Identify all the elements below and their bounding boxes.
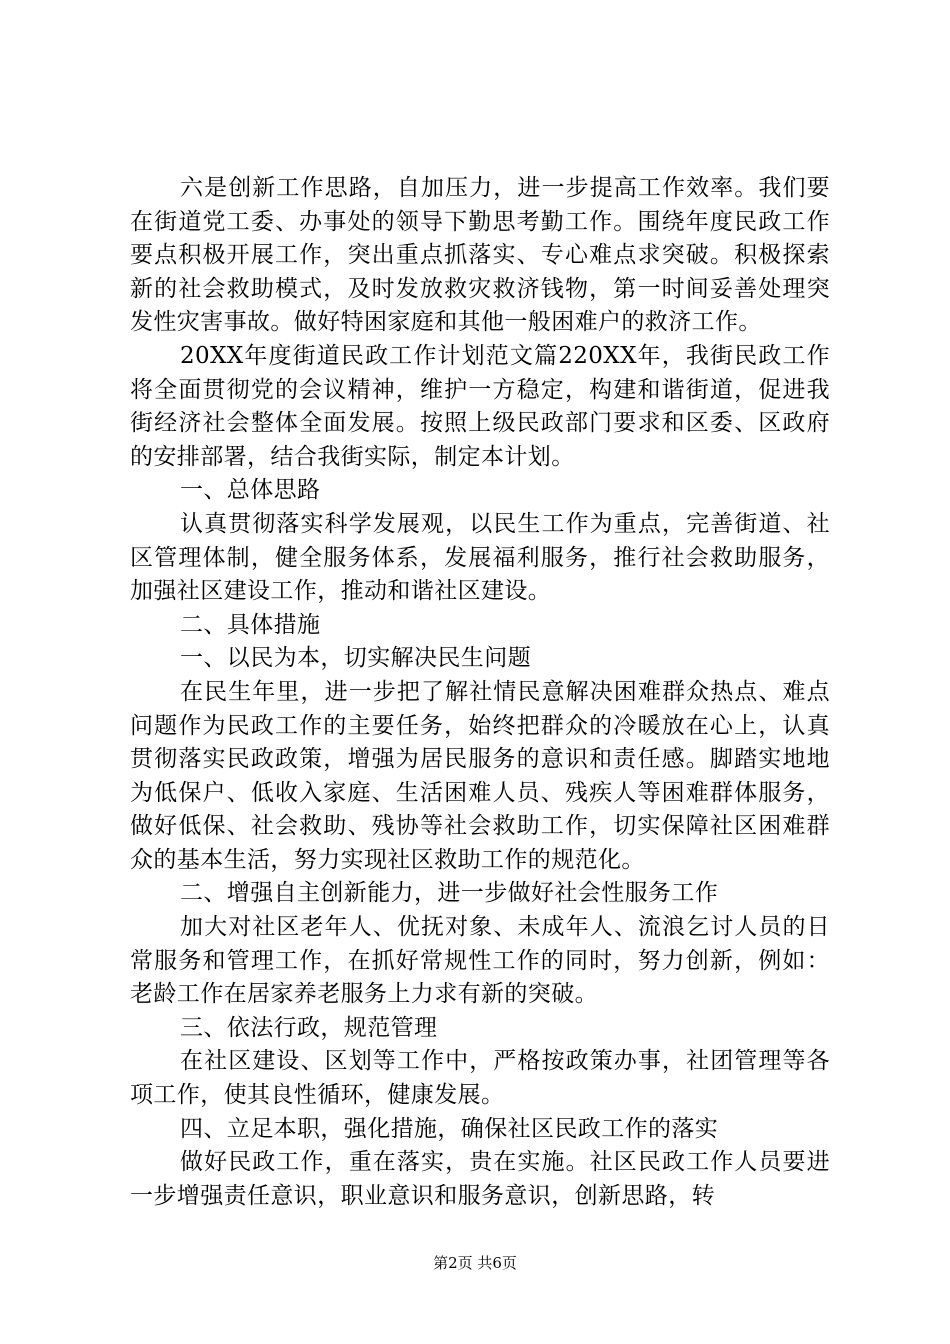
paragraph-innovation-capacity: 加大对社区老年人、优抚对象、未成年人、流浪乞讨人员的日常服务和管理工作，在抓好常规性工作的同时，努力创新，例如：老龄工作在居家养老服务上力求有新的突破。 xyxy=(130,914,830,1008)
heading-innovation-capacity: 二、增强自主创新能力，进一步做好社会性服务工作 xyxy=(180,880,719,907)
heading-implementation: 四、立足本职，强化措施，确保社区民政工作的落实 xyxy=(180,1115,719,1142)
heading-people-oriented: 一、以民为本，切实解决民生问题 xyxy=(180,645,531,672)
paragraph-plan-intro: 20XX年度街道民政工作计划范文篇220XX年，我街民政工作将全面贯彻党的会议精神，维护一方稳定，构建和谐街道，促进我街经济社会整体全面发展。按照上级民政部门要求和区委、区政府的安排部署，结合我街实际，制定本计划。 xyxy=(130,342,830,470)
paragraph-lawful-administration: 在社区建设、区划等工作中，严格按政策办事，社团管理等各项工作，使其良性循环，健康发展。 xyxy=(130,1048,830,1109)
heading-lawful-administration: 三、依法行政，规范管理 xyxy=(180,1014,438,1041)
paragraph-overall-approach: 认真贯彻落实科学发展观，以民生工作为重点，完善街道、社区管理体制，健全服务体系，发展福利服务，推行社会救助服务，加强社区建设工作，推动和谐社区建设。 xyxy=(130,510,830,605)
document-body xyxy=(130,172,830,1213)
page-footer: 第2页 共6页 xyxy=(433,1254,517,1272)
heading-specific-measures: 二、具体措施 xyxy=(180,611,321,638)
paragraph-implementation: 做好民政工作，重在落实，贵在实施。社区民政工作人员要进一步增强责任意识，职业意识和服务意识，创新思路，转 xyxy=(130,1149,830,1209)
paragraph-innovation: 六是创新工作思路，自加压力，进一步提高工作效率。我们要在街道党工委、办事处的领导下勤思考勤工作。围绕年度民政工作要点积极开展工作，突出重点抓落实、专心难点求突破。积极探索新的社会救助模式，及时发放救灾救济钱物，第一时间妥善处理突发性灾害事故。做好特困家庭和其他一般困难户的救济工作。 xyxy=(130,175,830,336)
paragraph-people-oriented: 在民生年里，进一步把了解社情民意解决困难群众热点、难点问题作为民政工作的主要任务，始终把群众的冷暖放在心上，认真贯彻落实民政政策，增强为居民服务的意识和责任感。脚踏实地地为低保户、低收入家庭、生活困难人员、残疾人等困难群体服务，做好低保、社会救助、残协等社会救助工作，切实保障社区困难群众的基本生活，努力实现社区救助工作的规范化。 xyxy=(130,678,830,873)
heading-overall-approach: 一、总体思路 xyxy=(180,477,321,504)
